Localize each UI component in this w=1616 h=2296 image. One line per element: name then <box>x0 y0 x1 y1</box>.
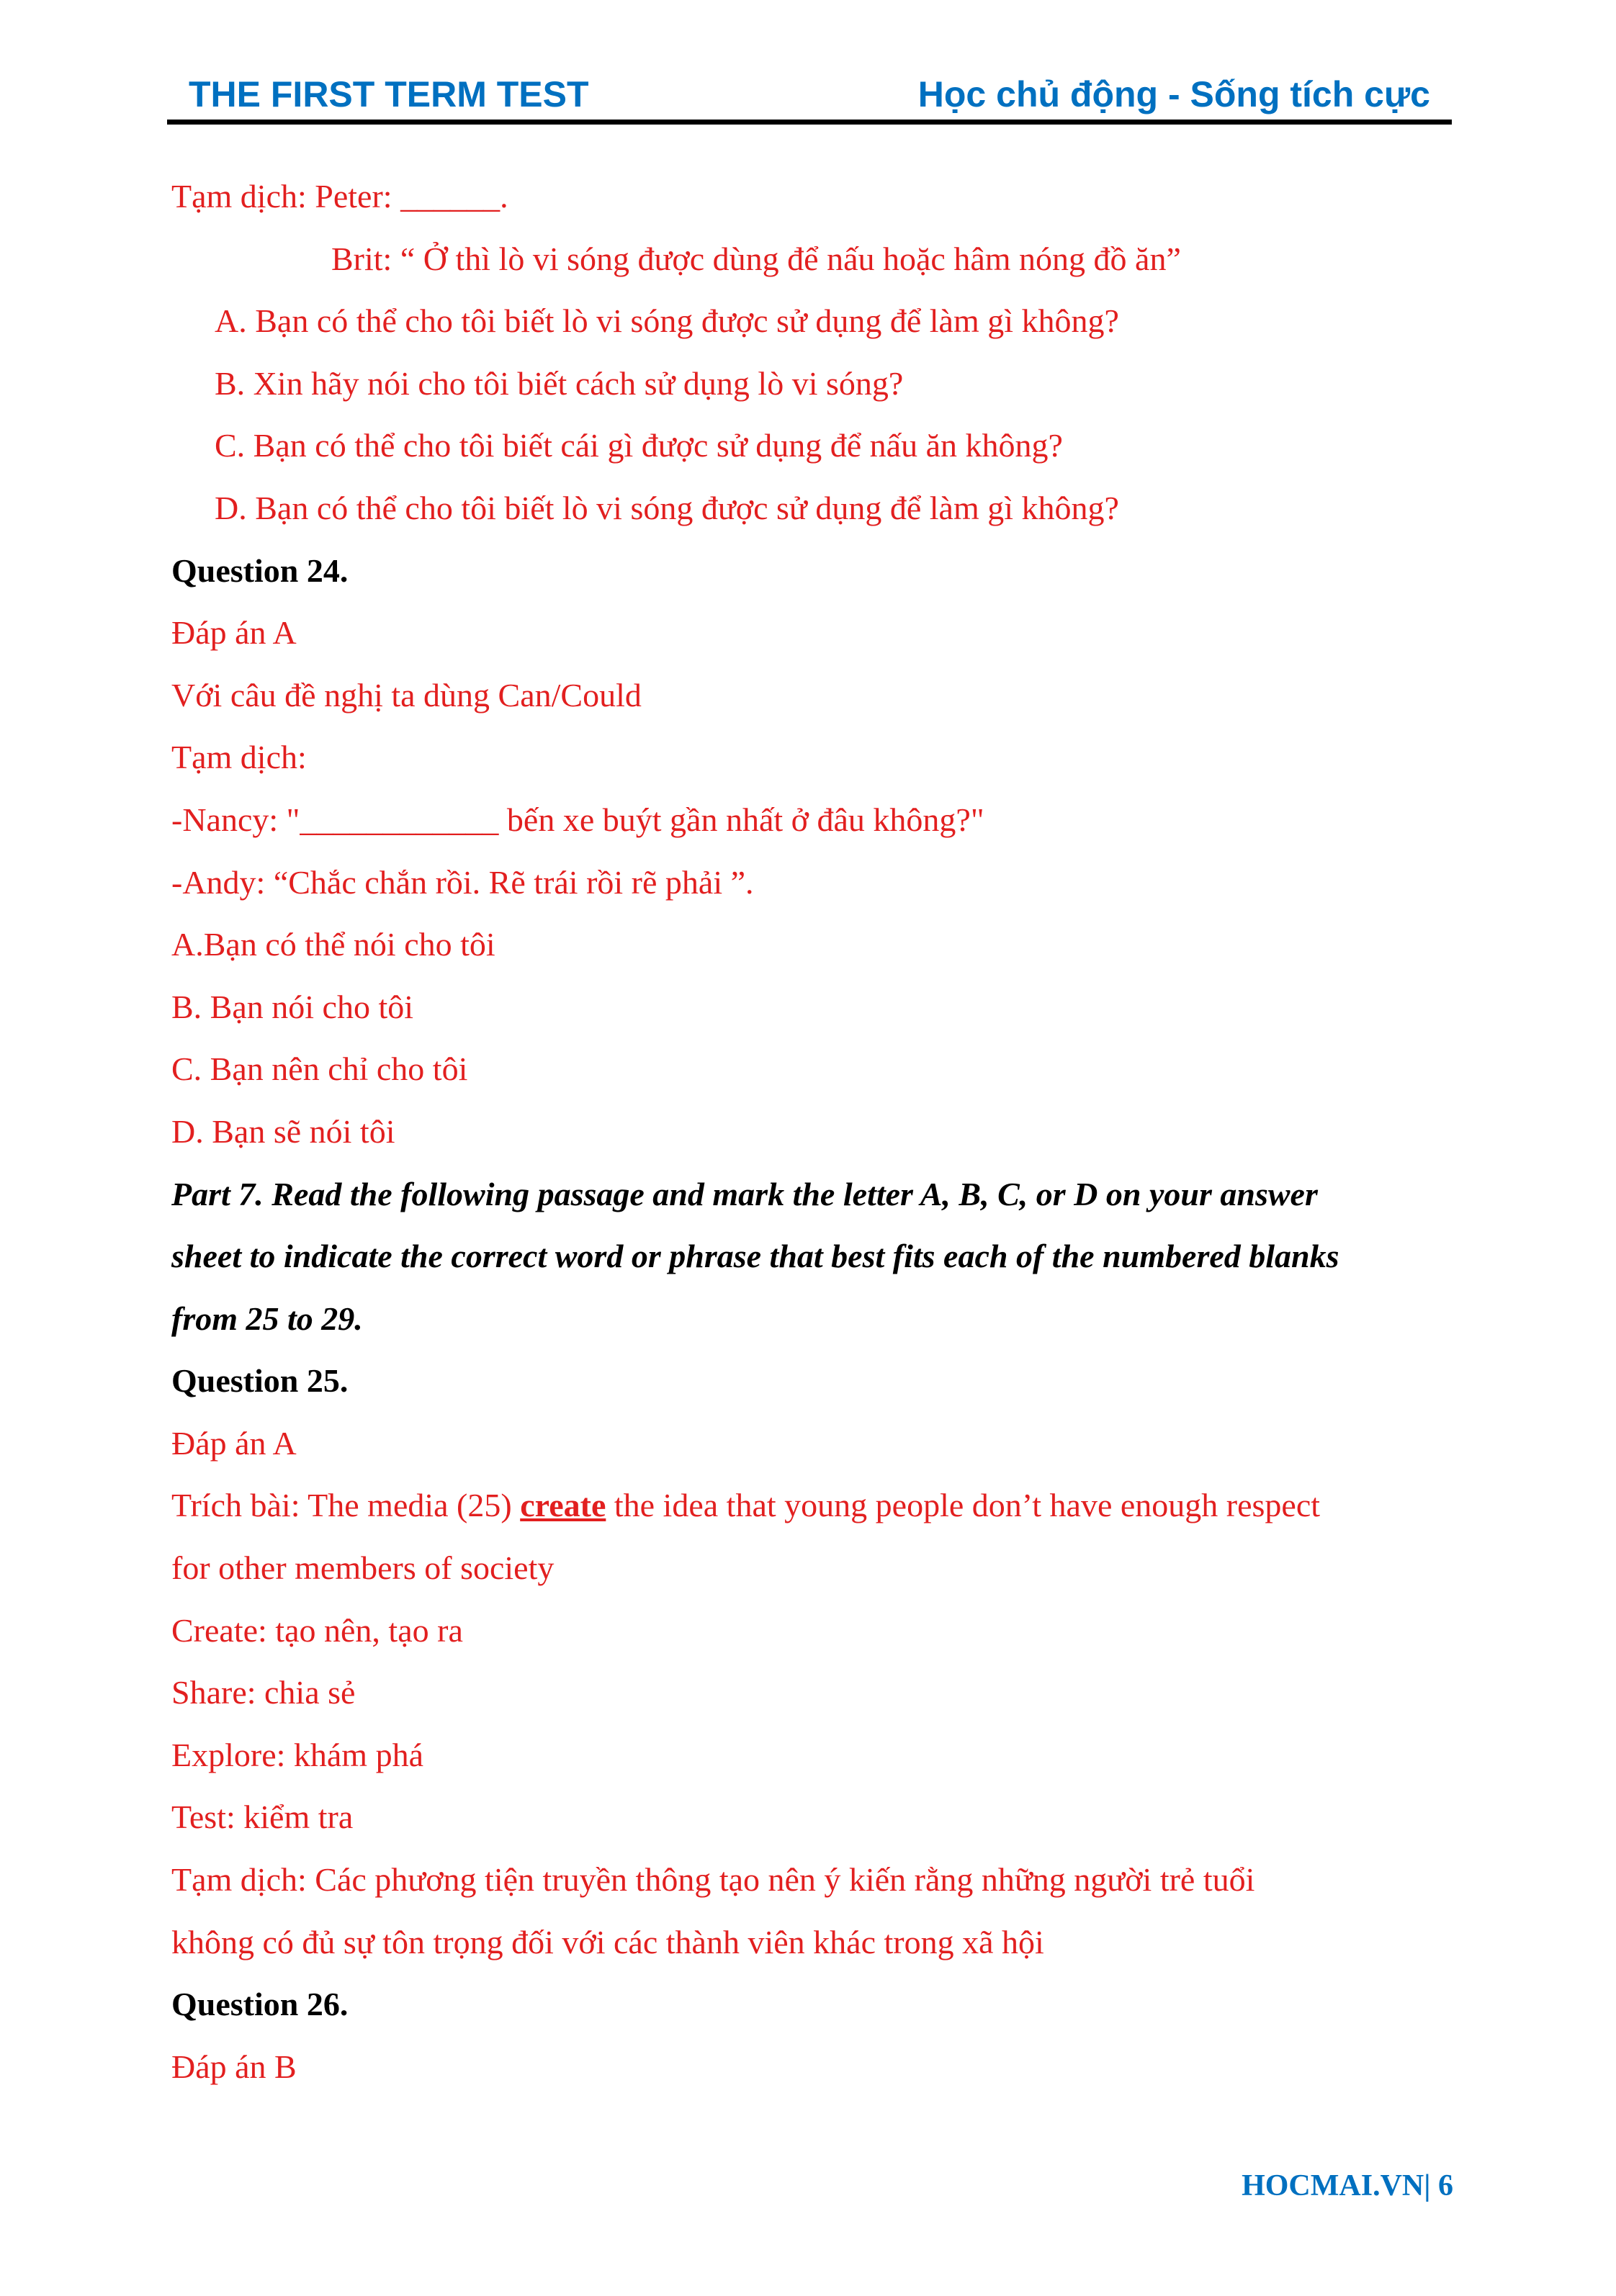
page-header <box>167 69 1452 121</box>
header-divider <box>167 120 1452 125</box>
q25-vocab-test: Test: kiểm tra <box>171 1798 354 1836</box>
q24-option-b: B. Bạn nói cho tôi <box>171 988 414 1025</box>
q25-vocab-share: Share: chia sẻ <box>171 1674 356 1711</box>
q23-option-a: A. Bạn có thể cho tôi biết lò vi sóng được sử dụng để làm gì không? <box>215 302 1119 340</box>
q24-translation-label: Tạm dịch: <box>171 739 307 776</box>
q24-note: Với câu đề nghị ta dùng Can/Could <box>171 676 642 713</box>
part7-instruction-line-1: Part 7. Read the following passage and mark the letter A, B, C, or D on your answer <box>171 1175 1318 1212</box>
part7-instruction-line-2: sheet to indicate the correct word or phrase that best fits each of the numbered blanks <box>171 1238 1339 1275</box>
q24-option-c: C. Bạn nên chỉ cho tôi <box>171 1050 468 1088</box>
q24-nancy-line: -Nancy: "____________ bến xe buýt gần nhất ở đâu không?" <box>171 801 984 838</box>
q25-excerpt-line-2: for other members of society <box>171 1549 555 1587</box>
q23-option-c: C. Bạn có thể cho tôi biết cái gì được sử dụng để nấu ăn không? <box>215 427 1063 464</box>
q26-answer: Đáp án B <box>171 2048 297 2085</box>
q23-option-d: D. Bạn có thể cho tôi biết lò vi sóng được sử dụng để làm gì không? <box>215 489 1119 526</box>
footer-separator: | <box>1424 2169 1431 2202</box>
document-body <box>171 166 1453 2098</box>
q24-answer: Đáp án A <box>171 614 297 652</box>
q26-heading: Question 26. <box>171 1986 349 2023</box>
q25-highlighted-word: create <box>520 1487 606 1524</box>
part7-instruction-line-3: from 25 to 29. <box>171 1300 363 1337</box>
q25-excerpt-before: Trích bài: The media (25) <box>171 1487 521 1524</box>
footer-page-number: 6 <box>1438 2169 1453 2202</box>
q23-option-b: B. Xin hãy nói cho tôi biết cách sử dụng lò vi sóng? <box>215 364 904 402</box>
header-title: THE FIRST TERM TEST <box>189 74 589 114</box>
q24-option-a: A.Bạn có thể nói cho tôi <box>171 926 495 963</box>
q25-translation-line-2: không có đủ sự tôn trọng đối với các thành viên khác trong xã hội <box>171 1923 1044 1960</box>
q25-excerpt-after: the idea that young people don’t have enough respect <box>606 1487 1321 1524</box>
q25-answer: Đáp án A <box>171 1424 297 1462</box>
footer-site: HOCMAI.VN <box>1242 2169 1424 2202</box>
q24-option-d: D. Bạn sẽ nói tôi <box>171 1112 395 1150</box>
q25-heading: Question 25. <box>171 1362 349 1400</box>
page-footer <box>1242 2169 1453 2203</box>
q25-translation-line-1: Tạm dịch: Các phương tiện truyền thông tạo nên ý kiến rằng những người trẻ tuổi <box>171 1861 1255 1899</box>
q24-andy-line: -Andy: “Chắc chắn rồi. Rẽ trái rồi rẽ phải ”. <box>171 863 754 901</box>
q24-heading: Question 24. <box>171 552 349 589</box>
q25-excerpt-line-1 <box>171 1475 1453 1537</box>
q23-translation-peter: Tạm dịch: Peter: ______. <box>171 178 508 215</box>
header-slogan: Học chủ động - Sống tích cực <box>917 74 1430 114</box>
q23-translation-brit: Brit: “ Ở thì lò vi sóng được dùng để nấu hoặc hâm nóng đồ ăn” <box>331 240 1181 277</box>
q25-vocab-explore: Explore: khám phá <box>171 1736 424 1773</box>
q25-vocab-create: Create: tạo nên, tạo ra <box>171 1611 463 1649</box>
